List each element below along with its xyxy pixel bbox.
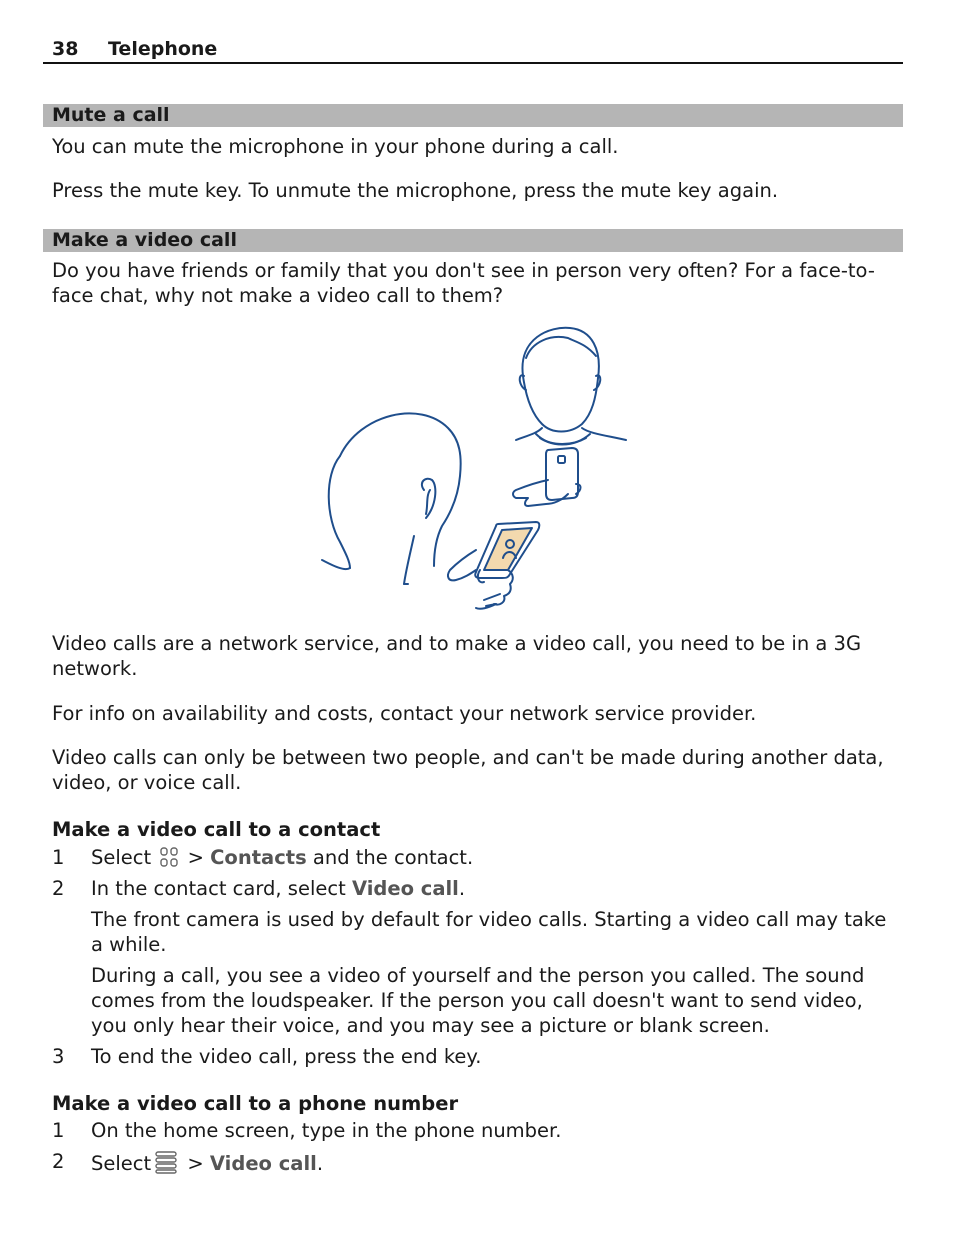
step-text: and the contact. <box>312 846 474 869</box>
mute-paragraph-1: You can mute the microphone in your phone during a call. <box>52 135 619 158</box>
contact-step-2-note-2 <box>91 963 864 1038</box>
section-make-a-video-call <box>43 229 903 252</box>
step-number: 2 <box>52 1150 65 1173</box>
step-number: 2 <box>52 877 65 900</box>
separator: > <box>187 1152 204 1175</box>
step-number: 1 <box>52 846 65 869</box>
video-call-illustration <box>300 318 640 618</box>
step-text: . <box>458 877 466 900</box>
remote-person-figure <box>513 328 626 506</box>
contact-step-1 <box>91 845 473 875</box>
page-header <box>43 36 903 64</box>
local-person-figure <box>322 413 513 608</box>
video-costs-paragraph: For info on availability and costs, contact your network service provider. <box>52 702 757 725</box>
video-network-paragraph <box>52 631 861 681</box>
step-number: 3 <box>52 1045 65 1068</box>
step-text: In the contact card, select <box>91 877 346 900</box>
section-heading: Mute a call <box>52 104 170 126</box>
chapter-title: Telephone <box>108 38 218 60</box>
mute-paragraph-2: Press the mute key. To unmute the microphone, press the mute key again. <box>52 179 779 202</box>
step-number: 1 <box>52 1119 65 1142</box>
apps-menu-icon <box>157 845 181 875</box>
separator: > <box>187 846 204 869</box>
video-intro-line: face chat, why not make a video call to them? <box>52 284 504 307</box>
step-text: . <box>316 1152 324 1175</box>
phone-number-subheading: Make a video call to a phone number <box>52 1092 459 1115</box>
section-heading: Make a video call <box>52 229 237 251</box>
local-phone-figure <box>475 522 539 578</box>
paragraph-line: Video calls are a network service, and to make a video call, you need to be in a 3G <box>52 632 862 655</box>
contact-subheading: Make a video call to a contact <box>52 818 381 841</box>
contact-step-2-note-1 <box>91 907 886 957</box>
note-line: comes from the loudspeaker. If the person you call doesn't want to send video, <box>91 989 863 1012</box>
options-menu-icon <box>151 1149 181 1181</box>
note-line: The front camera is used by default for video calls. Starting a video call may take <box>91 908 887 931</box>
phone-number-step-1: On the home screen, type in the phone number. <box>91 1119 562 1142</box>
section-mute-a-call <box>43 104 903 127</box>
contact-step-2 <box>91 876 465 901</box>
video-call-link: Video call <box>209 1152 317 1175</box>
phone-number-step-2 <box>91 1149 323 1181</box>
note-line: a while. <box>91 933 167 956</box>
paragraph-line: Video calls can only be between two people, and can't be made during another data, <box>52 746 884 769</box>
video-call-link: Video call <box>351 877 459 900</box>
contact-step-3: To end the video call, press the end key. <box>91 1045 482 1068</box>
video-intro <box>52 258 875 308</box>
page-number: 38 <box>52 38 79 60</box>
video-intro-line: Do you have friends or family that you don't see in person very often? For a face-to- <box>52 259 875 282</box>
video-two-people-paragraph <box>52 745 884 795</box>
step-text: Select <box>91 846 152 869</box>
contacts-link: Contacts <box>210 846 307 869</box>
paragraph-line: network. <box>52 657 138 680</box>
step-text: Select <box>91 1152 152 1175</box>
note-line: During a call, you see a video of yourself and the person you called. The sound <box>91 964 865 987</box>
paragraph-line: video, or voice call. <box>52 771 242 794</box>
note-line: you only hear their voice, and you may see a picture or blank screen. <box>91 1014 770 1037</box>
